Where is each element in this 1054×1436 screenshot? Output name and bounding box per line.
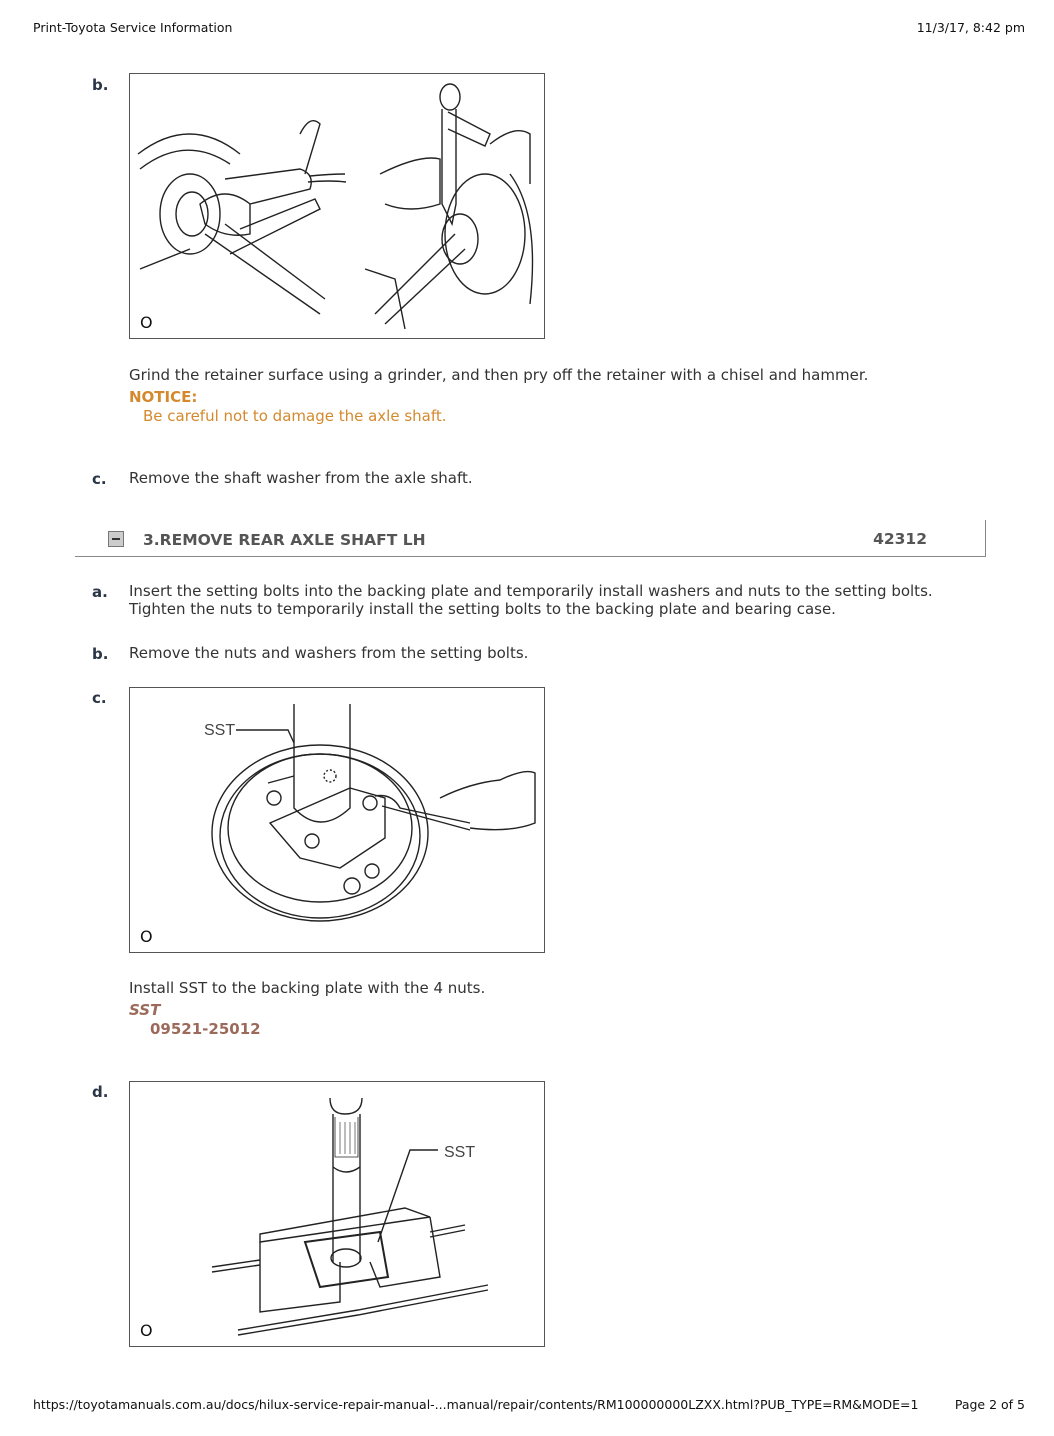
sst-part-number: 09521-25012	[150, 1020, 261, 1038]
figure-code: O	[140, 313, 153, 332]
step-text: Install SST to the backing plate with the 4 nuts.	[129, 979, 486, 997]
figure-code: O	[140, 1321, 153, 1340]
section-header	[75, 520, 986, 557]
step-label: d.	[92, 1083, 109, 1101]
illustration-axle-on-sst	[129, 1081, 545, 1347]
axle-shaft-sst-illustration	[130, 1082, 544, 1346]
figure-code: O	[140, 927, 153, 946]
callout-sst: SST	[444, 1144, 476, 1161]
minus-box-icon[interactable]	[108, 531, 124, 547]
illustration-install-sst	[129, 687, 545, 953]
step-text: Grind the retainer surface using a grinder, and then pry off the retainer with a chisel and hammer.	[129, 366, 869, 384]
step-text: Remove the shaft washer from the axle shaft.	[129, 469, 473, 487]
callout-sst: SST	[204, 722, 236, 739]
step-label: c.	[92, 470, 107, 488]
step-label: c.	[92, 689, 107, 707]
grinder-chisel-illustration	[130, 74, 544, 338]
step-text: Remove the nuts and washers from the setting bolts.	[129, 644, 529, 662]
step-label: b.	[92, 76, 109, 94]
sst-heading: SST	[129, 1001, 161, 1019]
notice-heading: NOTICE:	[129, 388, 198, 406]
print-header-title: Print-Toyota Service Information	[33, 20, 233, 35]
print-footer-url: https://toyotamanuals.com.au/docs/hilux-service-repair-manual-...manual/repair/contents/RM100000000LZXX.html?PUB_TYPE=RM&MODE=1	[33, 1397, 919, 1412]
notice-body: Be careful not to damage the axle shaft.	[143, 407, 447, 425]
step-label: b.	[92, 645, 109, 663]
section-number: 42312	[873, 530, 927, 548]
backing-plate-sst-illustration	[130, 688, 544, 952]
illustration-grind-retainer	[129, 73, 545, 339]
print-footer-page: Page 2 of 5	[954, 1397, 1025, 1412]
step-text-line1: Insert the setting bolts into the backing plate and temporarily install washers and nuts to the setting bolts.	[129, 582, 933, 600]
step-label: a.	[92, 583, 108, 601]
section-title: 3.REMOVE REAR AXLE SHAFT LH	[143, 531, 426, 549]
print-header-datetime: 11/3/17, 8:42 pm	[916, 20, 1025, 35]
step-text-line2: Tighten the nuts to temporarily install the setting bolts to the backing plate and bearing case.	[129, 600, 836, 618]
